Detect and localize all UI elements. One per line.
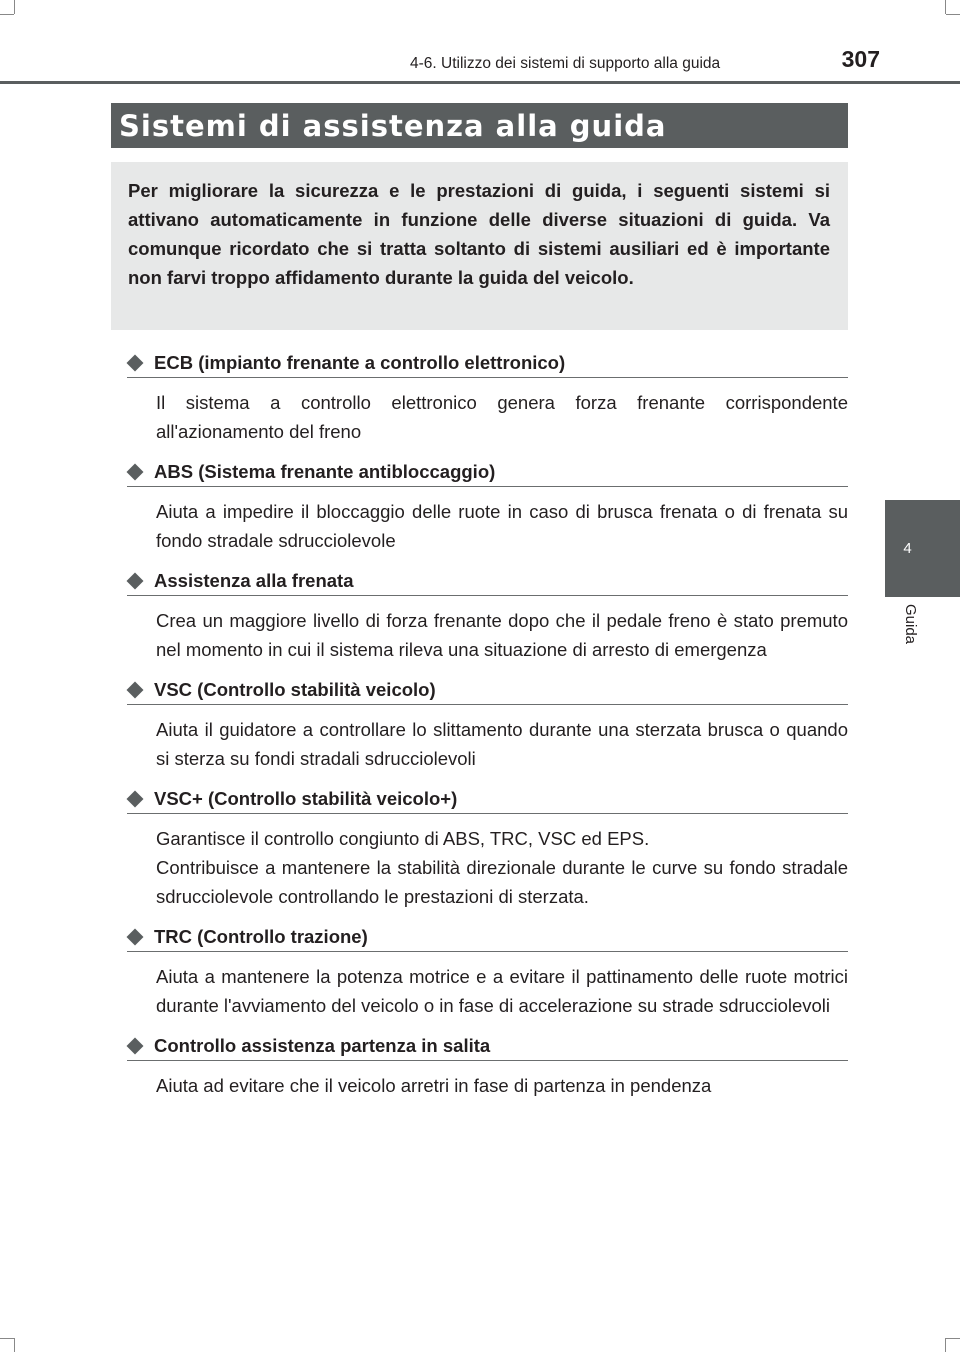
body-paragraph: Il sistema a controllo elettronico genera forza frenante corrispondente all'azionamento del freno	[156, 392, 848, 442]
section-heading	[127, 567, 848, 596]
chapter-number: 4	[903, 540, 912, 557]
section-heading-text: ABS (Sistema frenante antibloccaggio)	[154, 461, 496, 482]
title-bar	[111, 103, 848, 148]
section-body	[156, 962, 848, 1020]
page-number: 307	[841, 46, 880, 72]
diamond-bullet-icon	[127, 791, 144, 808]
diamond-bullet-icon	[127, 1038, 144, 1055]
section-heading-text: ECB (impianto frenante a controllo elettronico)	[154, 352, 566, 373]
section-heading	[127, 923, 848, 952]
section-body	[156, 1071, 848, 1100]
section-body	[156, 497, 848, 555]
section-heading-text: VSC+ (Controllo stabilità veicolo+)	[154, 788, 458, 809]
running-header: 4-6. Utilizzo dei sistemi di supporto alla guida	[410, 55, 721, 72]
page-title: Sistemi di assistenza alla guida	[119, 109, 667, 143]
diamond-bullet-icon	[127, 573, 144, 590]
section	[127, 349, 848, 446]
section-heading-text: TRC (Controllo trazione)	[154, 926, 368, 947]
diamond-bullet-icon	[127, 682, 144, 699]
section-body	[156, 606, 848, 664]
body-paragraph: Garantisce il controllo congiunto di ABS, TRC, VSC ed EPS.	[156, 828, 650, 849]
section-body	[156, 715, 848, 773]
body-paragraph: Aiuta ad evitare che il veicolo arretri in fase di partenza in pendenza	[156, 1075, 712, 1096]
diamond-bullet-icon	[127, 929, 144, 946]
body-paragraph: Aiuta a mantenere la potenza motrice e a evitare il pattinamento delle ruote motrici durante l'avviamento del veicolo o in fase di accelerazione su strade sdrucciolevoli	[156, 966, 848, 1016]
section-heading	[127, 1032, 848, 1061]
section-heading	[127, 785, 848, 814]
section-heading-text: VSC (Controllo stabilità veicolo)	[154, 679, 436, 700]
section	[127, 923, 848, 1020]
section-heading	[127, 458, 848, 487]
section-body	[156, 824, 848, 911]
body-paragraph: Aiuta il guidatore a controllare lo slittamento durante una sterzata brusca o quando si sterza su fondi stradali sdrucciolevoli	[156, 719, 848, 769]
section-heading-text: Controllo assistenza partenza in salita	[154, 1035, 491, 1056]
body-paragraph: Crea un maggiore livello di forza frenante dopo che il pedale freno è stato premuto nel momento in cui il sistema rileva una situazione di arresto di emergenza	[156, 610, 848, 660]
section-heading	[127, 676, 848, 705]
diamond-bullet-icon	[127, 464, 144, 481]
chapter-tab	[885, 500, 960, 597]
section	[127, 1032, 848, 1100]
section	[127, 567, 848, 664]
section	[127, 676, 848, 773]
body-paragraph: Contribuisce a mantenere la stabilità direzionale durante le curve su fondo stradale sdrucciolevole controllando le prestazioni di sterzata.	[156, 857, 848, 907]
intro-box	[111, 162, 848, 330]
header-rule	[0, 81, 960, 84]
chapter-label: Guida	[902, 604, 919, 645]
content	[127, 349, 848, 1112]
section-heading	[127, 349, 848, 378]
section-body	[156, 388, 848, 446]
intro-text: Per migliorare la sicurezza e le prestazioni di guida, i seguenti sistemi si attivano automaticamente in funzione delle diverse situazioni di guida. Va comunque ricordato che si tratta soltanto di sistemi ausiliari ed è importante non farvi troppo affidamento durante la guida del veicolo.	[128, 180, 830, 288]
section-heading-text: Assistenza alla frenata	[154, 570, 354, 591]
body-paragraph: Aiuta a impedire il bloccaggio delle ruote in caso di brusca frenata o di frenata su fondo stradale sdrucciolevole	[156, 501, 848, 551]
section	[127, 458, 848, 555]
section	[127, 785, 848, 911]
diamond-bullet-icon	[127, 355, 144, 372]
